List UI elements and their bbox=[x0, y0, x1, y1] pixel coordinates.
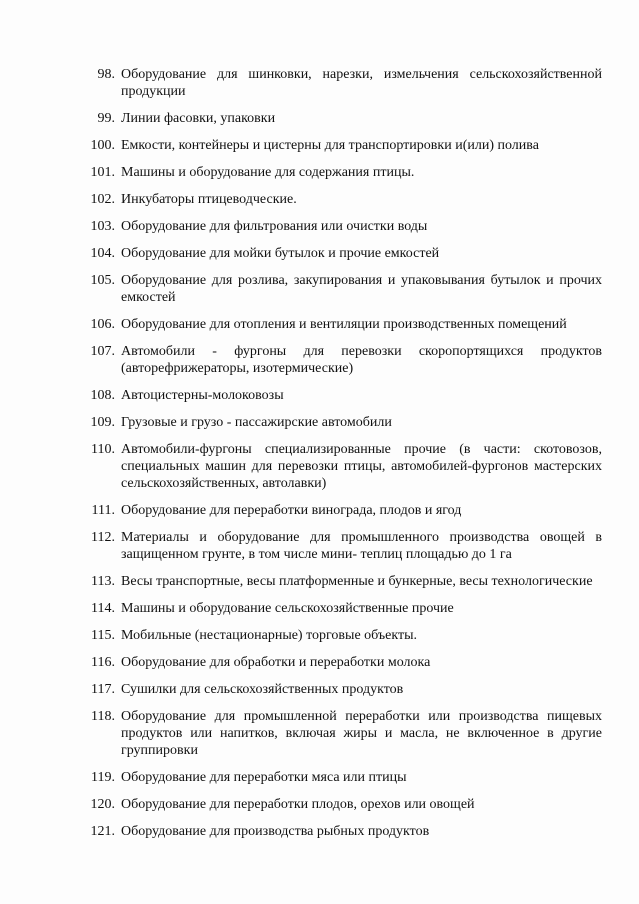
item-text: Оборудование для отопления и вентиляции производственных помещений bbox=[121, 317, 567, 332]
list-item bbox=[86, 414, 602, 431]
item-number: 118. bbox=[91, 709, 115, 724]
item-text: Материалы и оборудование для промышленного производства овощей в защищенном грунте, в том числе мини- теплиц площадью до 1 га bbox=[121, 530, 602, 562]
list-item bbox=[86, 137, 602, 154]
item-text: Автомобили-фургоны специализированные прочие (в части: скотовозов, специальных машин для перевозки птицы, автомобилей-фургонов мастерских сельскохозяйственных, автолавки) bbox=[121, 442, 602, 491]
list-item bbox=[86, 796, 602, 813]
item-text: Оборудование для переработки мяса или птицы bbox=[121, 770, 407, 785]
list-item bbox=[86, 110, 602, 127]
item-number: 120. bbox=[90, 797, 115, 812]
item-number: 111. bbox=[91, 503, 115, 518]
item-text: Оборудование для мойки бутылок и прочие емкостей bbox=[121, 246, 440, 261]
item-text: Весы транспортные, весы платформенные и бункерные, весы технологические bbox=[121, 574, 593, 589]
list-item bbox=[86, 164, 602, 181]
list-item bbox=[86, 272, 602, 306]
item-number: 115. bbox=[91, 628, 115, 643]
item-number: 100. bbox=[90, 138, 115, 153]
list-item bbox=[86, 191, 602, 208]
item-number: 116. bbox=[91, 655, 115, 670]
list-item bbox=[86, 441, 602, 492]
item-text: Линии фасовки, упаковки bbox=[121, 111, 276, 126]
item-number: 101. bbox=[90, 165, 115, 180]
item-text: Оборудование для розлива, закупирования и упаковывания бутылок и прочих емкостей bbox=[121, 273, 602, 305]
item-number: 121. bbox=[90, 824, 115, 839]
list-item bbox=[86, 66, 602, 100]
item-text: Машины и оборудование для содержания птицы. bbox=[121, 165, 415, 180]
item-text: Мобильные (нестационарные) торговые объекты. bbox=[121, 628, 418, 643]
item-text: Оборудование для переработки плодов, орехов или овощей bbox=[121, 797, 475, 812]
list-item bbox=[86, 681, 602, 698]
list-item bbox=[86, 387, 602, 404]
item-number: 113. bbox=[91, 574, 115, 589]
list-item bbox=[86, 769, 602, 786]
item-number: 104. bbox=[90, 246, 115, 261]
item-number: 102. bbox=[90, 192, 115, 207]
item-text: Грузовые и грузо - пассажирские автомобили bbox=[121, 415, 392, 430]
item-text: Оборудование для промышленной переработки или производства пищевых продуктов или напитков, включая жиры и масла, не включенное в другие группировки bbox=[121, 709, 602, 758]
equipment-list bbox=[86, 66, 602, 850]
item-number: 98. bbox=[97, 67, 115, 82]
item-text: Автоцистерны-молоковозы bbox=[121, 388, 284, 403]
item-number: 105. bbox=[90, 273, 115, 288]
list-item bbox=[86, 823, 602, 840]
item-text: Оборудование для производства рыбных продуктов bbox=[121, 824, 430, 839]
list-item bbox=[86, 316, 602, 333]
item-text: Емкости, контейнеры и цистерны для транспортировки и(или) полива bbox=[121, 138, 539, 153]
item-number: 106. bbox=[90, 317, 115, 332]
item-text: Оборудование для переработки винограда, плодов и ягод bbox=[121, 503, 462, 518]
list-item bbox=[86, 654, 602, 671]
list-item bbox=[86, 218, 602, 235]
item-text: Оборудование для фильтрования или очистки воды bbox=[121, 219, 428, 234]
list-item bbox=[86, 600, 602, 617]
list-item bbox=[86, 343, 602, 377]
list-item bbox=[86, 502, 602, 519]
item-text: Автомобили - фургоны для перевозки скоропортящихся продуктов (авторефрижераторы, изотермические) bbox=[121, 344, 602, 376]
list-item bbox=[86, 708, 602, 759]
item-text: Инкубаторы птицеводческие. bbox=[121, 192, 297, 207]
item-number: 109. bbox=[90, 415, 115, 430]
item-number: 119. bbox=[91, 770, 115, 785]
item-number: 110. bbox=[91, 442, 115, 457]
item-number: 112. bbox=[91, 530, 115, 545]
item-number: 103. bbox=[90, 219, 115, 234]
item-text: Оборудование для шинковки, нарезки, измельчения сельскохозяйственной продукции bbox=[121, 67, 602, 99]
item-text: Сушилки для сельскохозяйственных продуктов bbox=[121, 682, 404, 697]
item-number: 107. bbox=[90, 344, 115, 359]
list-item bbox=[86, 529, 602, 563]
item-text: Оборудование для обработки и переработки молока bbox=[121, 655, 431, 670]
item-text: Машины и оборудование сельскохозяйственные прочие bbox=[121, 601, 454, 616]
item-number: 114. bbox=[91, 601, 115, 616]
list-item bbox=[86, 627, 602, 644]
item-number: 117. bbox=[91, 682, 115, 697]
item-number: 108. bbox=[90, 388, 115, 403]
item-number: 99. bbox=[97, 111, 115, 126]
list-item bbox=[86, 573, 602, 590]
list-item bbox=[86, 245, 602, 262]
